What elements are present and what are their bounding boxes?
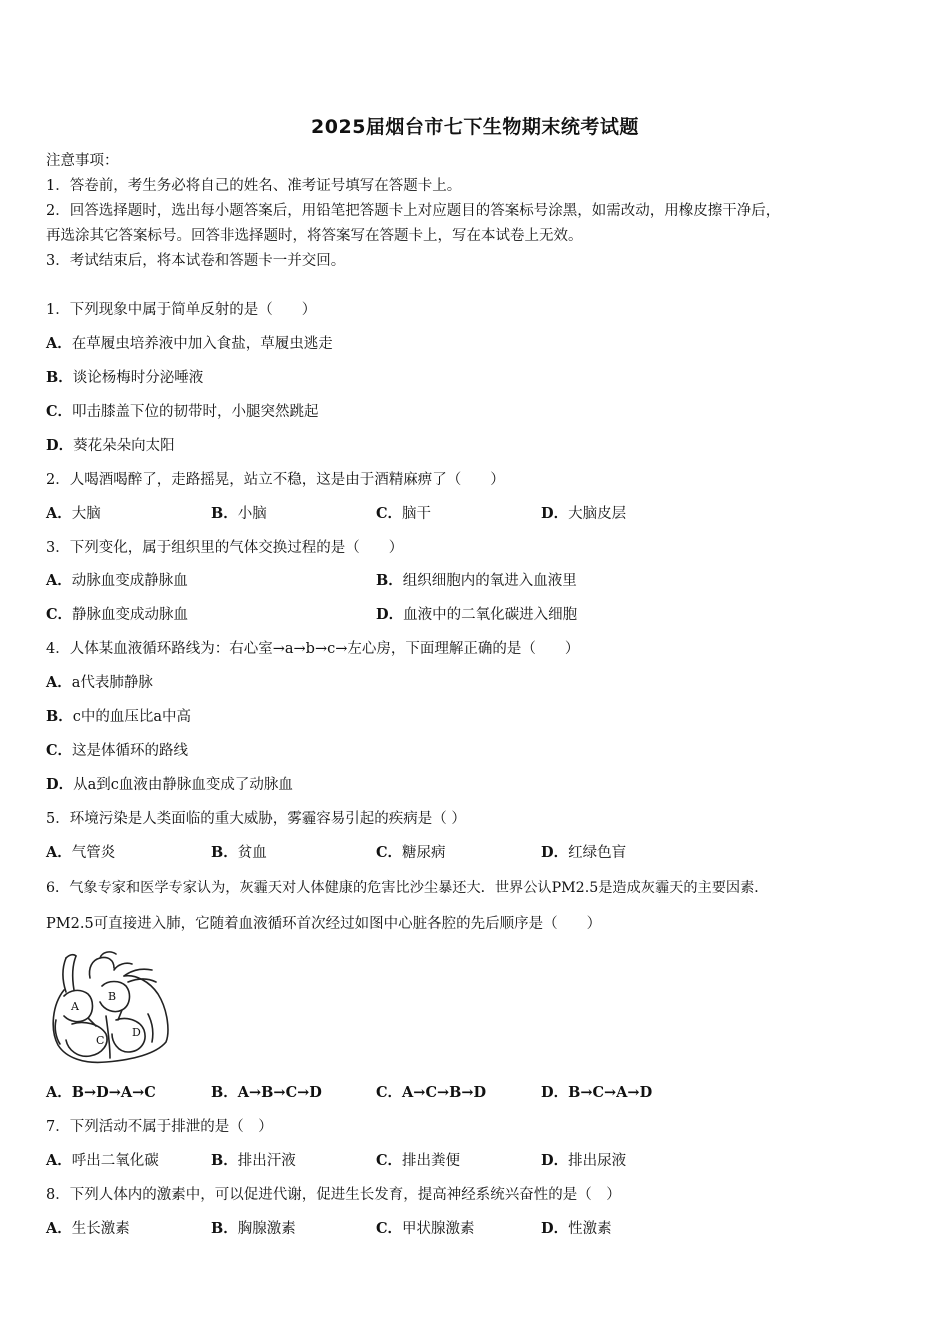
option-b: B．排出汗液 xyxy=(211,1152,296,1169)
option-d: D．血液中的二氧化碳进入细胞 xyxy=(376,606,578,623)
option-a: A．在草履虫培养液中加入食盐，草履虫逃走 xyxy=(46,335,333,352)
option-a: A．a代表肺静脉 xyxy=(46,674,153,691)
option-d: D．性激素 xyxy=(541,1220,612,1237)
option-c: C．排出粪便 xyxy=(376,1152,461,1169)
option-b: B．A→B→C→D xyxy=(211,1084,322,1101)
question-stem: 8．下列人体内的激素中，可以促进代谢，促进生长发育，提高神经系统兴奋性的是（ ） xyxy=(46,1187,621,1203)
option-b: B．贫血 xyxy=(211,844,267,861)
question-stem: 5．环境污染是人类面临的重大威胁，雾霾容易引起的疾病是（ ） xyxy=(46,811,466,827)
notice-heading: 注意事项： xyxy=(46,153,119,169)
notice-item: 2．回答选择题时，选出每小题答案后，用铅笔把答题卡上对应题目的答案标号涂黑，如需改动，用橡皮擦干净后， xyxy=(46,203,781,219)
page-title: 2025届烟台市七下生物期末统考试题 xyxy=(311,116,639,138)
question-stem: 7．下列活动不属于排泄的是（ ） xyxy=(46,1119,273,1135)
option-b: B．组织细胞内的氧进入血液里 xyxy=(376,572,577,589)
notice-item: 再选涂其它答案标号。回答非选择题时，将答案写在答题卡上，写在本试卷上无效。 xyxy=(46,228,583,244)
option-b: B．胸腺激素 xyxy=(211,1220,296,1237)
option-d: D．从a到c血液由静脉血变成了动脉血 xyxy=(46,776,293,793)
heart-label-b: B xyxy=(108,990,117,1003)
option-a: A．生长激素 xyxy=(46,1220,130,1237)
option-d: D．B→C→A→D xyxy=(541,1084,653,1101)
option-c: C．这是体循环的路线 xyxy=(46,742,189,759)
question-stem-continued: PM2.5可直接进入肺，它随着血液循环首次经过如图中心脏各腔的先后顺序是（ ） xyxy=(46,916,602,932)
heart-label-a: A xyxy=(71,1000,79,1013)
option-d: D．红绿色盲 xyxy=(541,844,627,861)
option-b: B．c中的血压比a中高 xyxy=(46,708,192,725)
option-b: B．小脑 xyxy=(211,505,267,522)
option-c: C．叩击膝盖下位的韧带时，小腿突然跳起 xyxy=(46,403,319,420)
option-c: C．糖尿病 xyxy=(376,844,446,861)
option-a: A．动脉血变成静脉血 xyxy=(46,572,188,589)
option-a: A．B→D→A→C xyxy=(46,1084,156,1101)
heart-label-c: C xyxy=(96,1034,105,1047)
question-stem: 1．下列现象中属于简单反射的是（ ） xyxy=(46,302,317,318)
question-stem: 3．下列变化，属于组织里的气体交换过程的是（ ） xyxy=(46,540,404,556)
question-stem: 6．气象专家和医学专家认为，灰霾天对人体健康的危害比沙尘暴还大．世界公认PM2.5是造成灰霾天的主要因素． xyxy=(46,880,769,896)
option-c: C．A→C→B→D xyxy=(376,1084,487,1101)
option-c: C．静脉血变成动脉血 xyxy=(46,606,189,623)
option-c: C．脑干 xyxy=(376,505,432,522)
option-a: A．大脑 xyxy=(46,505,101,522)
notice-item: 1．答卷前，考生务必将自己的姓名、准考证号填写在答题卡上。 xyxy=(46,178,462,194)
option-d: D．排出尿液 xyxy=(541,1152,627,1169)
option-d: D．大脑皮层 xyxy=(541,505,627,522)
option-a: A．呼出二氧化碳 xyxy=(46,1152,159,1169)
heart-label-d: D xyxy=(132,1026,141,1039)
notice-item: 3．考试结束后，将本试卷和答题卡一并交回。 xyxy=(46,253,346,269)
option-a: A．气管炎 xyxy=(46,844,116,861)
heart-diagram xyxy=(44,950,174,1068)
option-c: C．甲状腺激素 xyxy=(376,1220,475,1237)
option-b: B．谈论杨梅时分泌唾液 xyxy=(46,369,204,386)
question-stem: 2．人喝酒喝醉了，走路摇晃，站立不稳，这是由于酒精麻痹了（ ） xyxy=(46,472,505,488)
question-stem: 4．人体某血液循环路线为：右心室→a→b→c→左心房，下面理解正确的是（ ） xyxy=(46,641,580,657)
option-d: D．葵花朵朵向太阳 xyxy=(46,437,175,454)
